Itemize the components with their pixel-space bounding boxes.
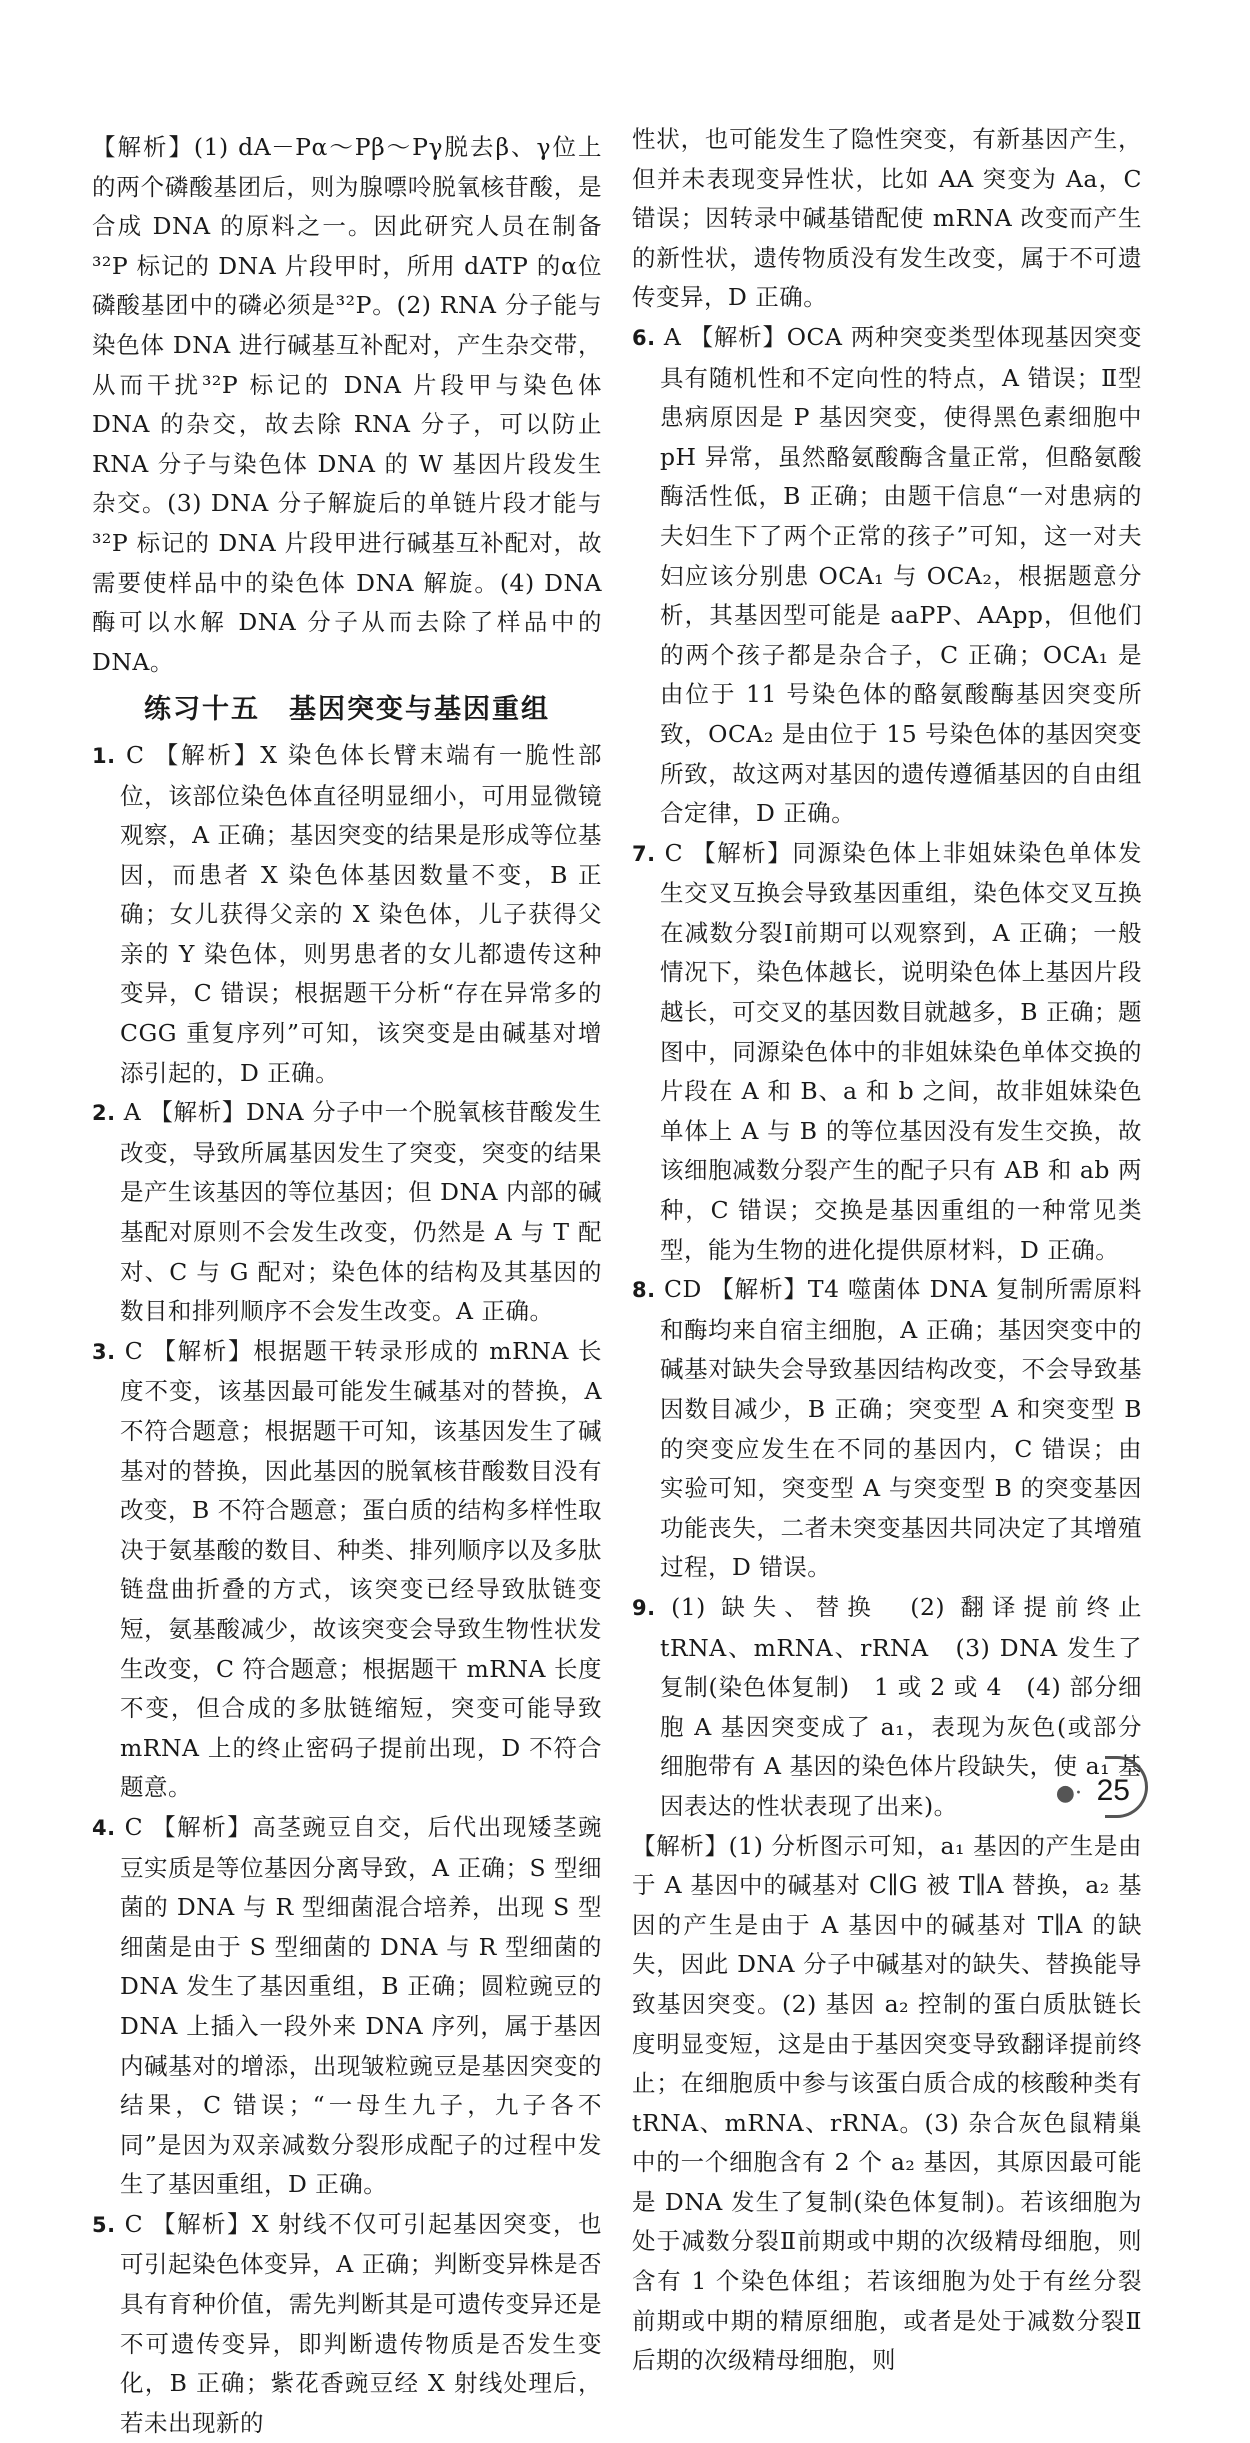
item-number: 7. xyxy=(632,841,656,866)
section-heading: 练习十五 基因突变与基因重组 xyxy=(144,694,550,726)
left-column xyxy=(92,128,602,2443)
answer-text: A 【解析】OCA 两种突变类型体现基因突变具有随机性和不定向性的特点，A 错误；Ⅱ型患病原因是 P 基因突变，使得黑色素细胞中 pH 异常，虽然酪氨酸酶含量正常，但酪氨酸酶活性低，B 正确；由题干信息“一对患病的夫妇生下了两个正常的孩子”可知，这一对夫妇应该分别患 OCA₁ 与 OCA₂，根据题意分析，其基因型可能是 aaPP、AApp，但他们的两个孩子都是杂合子，C 正确；OCA₁ 是由位于 11 号染色体的酪氨酸酶基因突变所致，OCA₂ 是由位于 15 号染色体的基因突变所致，故这两对基因的遗传遵循基因的自由组合定律，D 正确。 xyxy=(660,322,1142,828)
answer-text: C 【解析】高茎豌豆自交，后代出现矮茎豌豆实质是等位基因分离导致，A 正确；S 型细菌的 DNA 与 R 型细菌混合培养，出现 S 型细菌是由于 S 型细菌的 DNA 与 R 型细菌的 DNA 发生了基因重组，B 正确；圆粒豌豆的 DNA 上插入一段外来 DNA 序列，属于基因内碱基对的增添，出现皱粒豌豆是基因突变的结果，C 错误；“一母生九子，九子各不同”是因为双亲减数分裂形成配子的过程中发生了基因重组，D 正确。 xyxy=(120,1812,603,2199)
answer-text: CD 【解析】T4 噬菌体 DNA 复制所需原料和酶均来自宿主细胞，A 正确；基因突变中的碱基对缺失会导致基因结构改变，不会导致基因数目减少，B 正确；突变型 A 和突变型 B 的突变应发生在不同的基因内，C 错误；由实验可知，突变型 A 与突变型 B 的突变基因功能丧失，二者未突变基因共同决定了其增殖过程，D 错误。 xyxy=(660,1275,1142,1582)
answer-item xyxy=(632,1270,1142,1588)
answer-item xyxy=(92,736,602,1093)
answer-text: C 【解析】X 染色体长臂末端有一脆性部位，该部位染色体直径明显细小，可用显微镜观察，A 正确；基因突变的结果是形成等位基因，而患者 X 染色体基因数量不变，B 正确；女儿获得父亲的 X 染色体，儿子获得父亲的 Y 染色体，则男患者的女儿都遗传这种变异，C 错误；根据题干分析“存在异常多的 CGG 重复序列”可知，该突变是由碱基对增添引起的，D 正确。 xyxy=(120,740,602,1087)
item-number: 8. xyxy=(632,1278,656,1303)
right-column xyxy=(632,120,1166,2381)
answer-text: (1) 缺失、替换 (2) 翻译提前终止 tRNA、mRNA、rRNA (3) DNA 发生了复制(染色体复制) 1 或 2 或 4 (4) 部分细胞 A 基因突变成了 a₁，表现为灰色(或部分细胞带有 A 基因的染色体片段缺失，使 a₁ 基因表达的性状表现了出来)。 xyxy=(660,1592,1166,1820)
answer-item xyxy=(632,834,1142,1271)
answer-continuation: 性状，也可能发生了隐性突变，有新基因产生，但并未表现变异性状，比如 AA 突变为 Aa，C 错误；因转录中碱基错配使 mRNA 改变而产生的新性状，遗传物质没有发生改变，属于不可遗传变异，D 正确。 xyxy=(632,125,1142,312)
answer-text: A 【解析】DNA 分子中一个脱氧核苷酸发生改变，导致所属基因发生了突变，突变的结果是产生该基因的等位基因；但 DNA 内部的碱基配对原则不会发生改变，仍然是 A 与 T 配对、C 与 G 配对；染色体的结构及其基因的数目和排列顺序不会发生改变。A 正确。 xyxy=(120,1098,602,1326)
item-number: 9. xyxy=(632,1595,656,1620)
item-number: 6. xyxy=(632,325,656,350)
item-number: 4. xyxy=(92,1815,116,1840)
page-number: 25 xyxy=(1096,1774,1130,1807)
answer-analysis: 【解析】(1) 分析图示可知，a₁ 基因的产生是由于 A 基因中的碱基对 C∥G 被 T∥A 替换，a₂ 基因的产生是由于 A 基因中的碱基对 T∥A 的缺失，因此 DNA 分子中碱基对的缺失、替换能导致基因突变。(2) 基因 a₂ 控制的蛋白质肽链长度明显变短，这是由于基因突变导致翻译提前终止；在细胞质中参与该蛋白质合成的核酸种类有 tRNA、mRNA、rRNA。(3) 杂合灰色鼠精巢中的一个细胞含有 2 个 a₂ 基因，其原因最可能是 DNA 发生了复制(染色体复制)。若该细胞为处于减数分裂Ⅱ前期或中期的次级精母细胞，则含有 1 个染色体组；若该细胞为处于有丝分裂前期或中期的精原细胞，或者是处于减数分裂Ⅱ后期的次级精母细胞，则 xyxy=(632,1831,1142,2375)
answer-item xyxy=(92,1808,602,2205)
answer-text: C 【解析】根据题干转录形成的 mRNA 长度不变，该基因最可能发生碱基对的替换，A 不符合题意；根据题干可知，该基因发生了碱基对的替换，因此基因的脱氧核苷酸数目没有改变，B 不符合题意；蛋白质的结构多样性取决于氨基酸的数目、种类、排列顺序以及多肽链盘曲折叠的方式，该突变已经导致肽链变短，氨基酸减少，故该突变会导致生物性状发生改变，C 符合题意；根据题干 mRNA 长度不变，但合成的多肽链缩短，突变可能导致 mRNA 上的终止密码子提前出现，D 不符合题意。 xyxy=(120,1336,602,1802)
answer-text: C 【解析】X 射线不仅可引起基因突变，也可引起染色体变异，A 正确；判断变异株是否具有育种价值，需先判断其是可遗传变异还是不可遗传变异，即判断遗传物质是否发生变化，B 正确；紫花香豌豆经 X 射线处理后，若未出现新的 xyxy=(120,2209,602,2437)
answer-item xyxy=(632,318,1142,834)
answer-text: C 【解析】同源染色体上非姐妹染色单体发生交叉互换会导致基因重组，染色体交叉互换在减数分裂Ⅰ前期可以观察到，A 正确；一般情况下，染色体越长，说明染色体上基因片段越长，可交叉的基因数目就越多，B 正确；题图中，同源染色体中的非姐妹染色单体交换的片段在 A 和 B、a 和 b 之间，故非姐妹染色单体上 A 与 B 的等位基因没有发生交换，故该细胞减数分裂产生的配子只有 AB 和 ab 两种，C 错误；交换是基因重组的一种常见类型，能为生物的进化提供原材料，D 正确。 xyxy=(660,838,1142,1264)
answer-analysis-intro: 【解析】(1) dA－Pα～Pβ～Pγ脱去β、γ位上的两个磷酸基团后，则为腺嘌呤脱氧核苷酸，是合成 DNA 的原料之一。因此研究人员在制备³²P 标记的 DNA 片段甲时，所用 dATP 的α位磷酸基团中的磷必须是³²P。(2) RNA 分子能与染色体 DNA 进行碱基互补配对，产生杂交带，从而干扰³²P 标记的 DNA 片段甲与染色体 DNA 的杂交，故去除 RNA 分子，可以防止 RNA 分子与染色体 DNA 的 W 基因片段发生杂交。(3) DNA 分子解旋后的单链片段才能与³²P 标记的 DNA 片段甲进行碱基互补配对，故需要使样品中的染色体 DNA 解旋。(4) DNA 酶可以水解 DNA 分子从而去除了样品中的 DNA。 xyxy=(92,133,602,676)
answer-item xyxy=(92,1093,602,1332)
item-number: 1. xyxy=(92,743,116,768)
item-number: 3. xyxy=(92,1339,116,1364)
answer-item xyxy=(92,1332,602,1808)
answer-item xyxy=(92,2205,602,2443)
page-ornament-dots: ●· xyxy=(1055,1781,1082,1806)
item-number: 5. xyxy=(92,2212,116,2237)
item-number: 2. xyxy=(92,1101,116,1126)
